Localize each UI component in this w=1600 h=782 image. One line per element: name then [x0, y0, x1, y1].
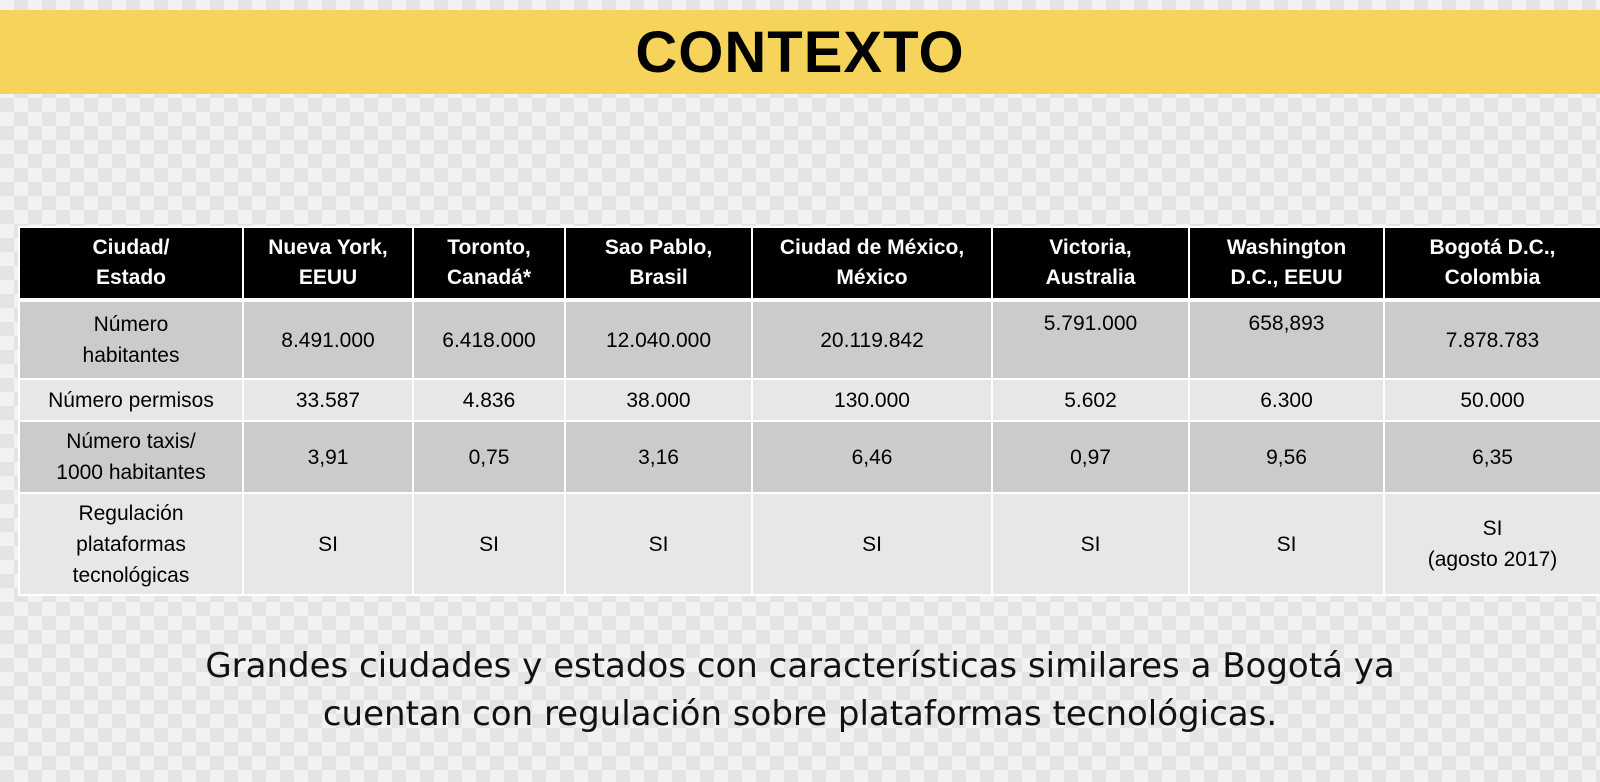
header-bogota: Bogotá D.C., Colombia: [1384, 227, 1600, 300]
table-cell: 4.836: [413, 379, 565, 421]
row-label: Regulación plataformas tecnológicas: [19, 493, 243, 595]
table-cell: 20.119.842: [752, 300, 992, 379]
table-cell: 5.791.000: [992, 300, 1189, 379]
table-header-row: [19, 227, 1600, 300]
table-cell: 9,56: [1189, 421, 1384, 493]
context-table-container: [18, 226, 1600, 596]
context-table: [18, 226, 1600, 596]
header-ciudad-de-mexico: Ciudad de México, México: [752, 227, 992, 300]
table-cell: 0,97: [992, 421, 1189, 493]
header-victoria: Victoria, Australia: [992, 227, 1189, 300]
table-cell: 0,75: [413, 421, 565, 493]
table-cell: 130.000: [752, 379, 992, 421]
table-row-permisos: [19, 379, 1600, 421]
table-cell: SI: [752, 493, 992, 595]
page-title: CONTEXTO: [635, 19, 965, 85]
table-cell: 7.878.783: [1384, 300, 1600, 379]
row-label: Número taxis/ 1000 habitantes: [19, 421, 243, 493]
table-cell: SI (agosto 2017): [1384, 493, 1600, 595]
table-cell: 38.000: [565, 379, 752, 421]
table-cell: 12.040.000: [565, 300, 752, 379]
table-cell: 6,35: [1384, 421, 1600, 493]
table-row-habitantes: [19, 300, 1600, 379]
table-cell: SI: [243, 493, 413, 595]
row-label: Número permisos: [19, 379, 243, 421]
table-row-taxis: [19, 421, 1600, 493]
caption-line-2: cuentan con regulación sobre plataformas tecnológicas.: [322, 694, 1278, 734]
header-city-state: Ciudad/ Estado: [19, 227, 243, 300]
title-bar: [0, 10, 1600, 94]
table-cell: 3,91: [243, 421, 413, 493]
table-row-regulacion: [19, 493, 1600, 595]
caption-line-1: Grandes ciudades y estados con características similares a Bogotá ya: [205, 646, 1395, 686]
header-sao-pablo: Sao Pablo, Brasil: [565, 227, 752, 300]
row-label: Número habitantes: [19, 300, 243, 379]
header-nueva-york: Nueva York, EEUU: [243, 227, 413, 300]
table-cell: 6,46: [752, 421, 992, 493]
table-cell: 5.602: [992, 379, 1189, 421]
table-cell: SI: [565, 493, 752, 595]
table-cell: 50.000: [1384, 379, 1600, 421]
caption-text: [0, 642, 1600, 738]
table-cell: 33.587: [243, 379, 413, 421]
header-washington: Washington D.C., EEUU: [1189, 227, 1384, 300]
table-cell: SI: [413, 493, 565, 595]
table-cell: 8.491.000: [243, 300, 413, 379]
table-cell: 658,893: [1189, 300, 1384, 379]
table-cell: 6.418.000: [413, 300, 565, 379]
table-cell: SI: [992, 493, 1189, 595]
table-cell: 3,16: [565, 421, 752, 493]
table-cell: 6.300: [1189, 379, 1384, 421]
table-cell: SI: [1189, 493, 1384, 595]
header-toronto: Toronto, Canadá*: [413, 227, 565, 300]
